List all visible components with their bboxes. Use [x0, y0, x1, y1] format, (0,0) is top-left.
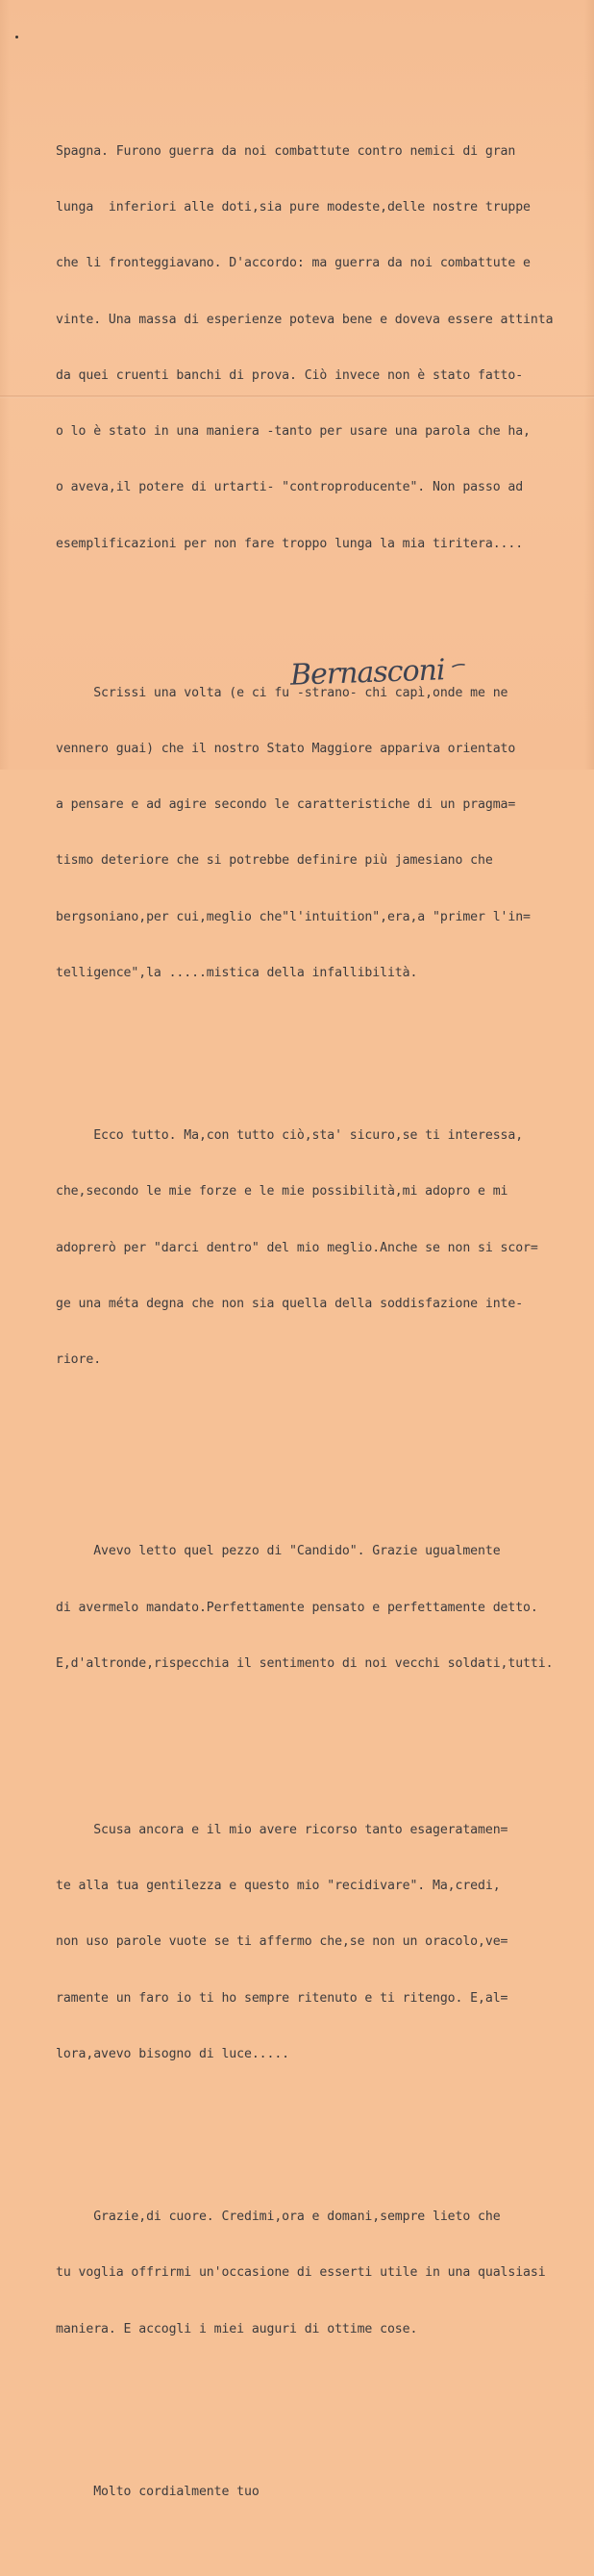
text-line: o lo è stato in una maniera -tanto per usare una parola che ha, — [56, 424, 531, 440]
text-line: riore. — [56, 1352, 102, 1368]
text-line: lora,avevo bisogno di luce..... — [56, 2046, 290, 2061]
paragraph-2 — [56, 646, 594, 1020]
text-line: Spagna. Furono guerra da noi combattute contro nemici di gran — [56, 144, 516, 160]
paragraph-4 — [56, 1504, 594, 1709]
closing-line: Molto cordialmente tuo — [56, 2484, 260, 2499]
text-line: di avermelo mandato.Perfettamente pensato e perfettamente detto. — [56, 1600, 538, 1615]
text-line: tismo deteriore che si potrebbe definire più jamesiano che — [56, 853, 493, 869]
text-line: a pensare e ad agire secondo le caratteristiche di un pragma= — [56, 797, 516, 813]
paragraph-1 — [56, 105, 594, 591]
text-line: tu voglia offrirmi un'occasione di esserti utile in una qualsiasi — [56, 2265, 546, 2281]
text-line: non uso parole vuote se ti affermo che,se non un oracolo,ve= — [56, 1934, 508, 1950]
text-line: telligence",la .....mistica della infallibilità. — [56, 965, 418, 980]
text-line: vennero guai) che il nostro Stato Maggiore appariva orientato — [56, 742, 516, 757]
signature-flourish-icon — [452, 663, 465, 669]
paragraph-3 — [56, 1089, 594, 1406]
text-line: da quei cruenti banchi di prova. Ciò invece non è stato fatto- — [56, 367, 524, 383]
typewritten-letter-body — [56, 49, 594, 2576]
text-line: E,d'altronde,rispecchia il sentimento di noi vecchi soldati,tutti. — [56, 1655, 554, 1671]
text-line: Scrissi una volta (e ci fu -strano- chi capì,onde me ne — [56, 685, 508, 700]
text-line: Ecco tutto. Ma,con tutto ciò,sta' sicuro,se ti interessa, — [56, 1128, 524, 1144]
text-line: esemplificazioni per non fare troppo lunga la mia tiritera.... — [56, 536, 524, 551]
text-line: vinte. Una massa di esperienze poteva bene e doveva essere attinta — [56, 312, 554, 327]
text-line: che,secondo le mie forze e le mie possibilità,mi adopro e mi — [56, 1184, 508, 1200]
text-line: ge una méta degna che non sia quella della soddisfazione inte- — [56, 1296, 524, 1311]
text-line: adoprerò per "darci dentro" del mio meglio.Anche se non si scor= — [56, 1240, 538, 1255]
paragraph-6 — [56, 2170, 594, 2375]
text-line: che li fronteggiavano. D'accordo: ma guerra da noi combattute e — [56, 256, 531, 271]
text-line: Grazie,di cuore. Credimi,ora e domani,sempre lieto che — [56, 2210, 501, 2225]
handwritten-signature: Bernasconi — [289, 653, 446, 693]
text-line: lunga inferiori alle doti,sia pure modeste,delle nostre truppe — [56, 200, 531, 215]
closing-salutation — [56, 2445, 594, 2538]
ink-dot-mark — [15, 36, 18, 38]
text-line: bergsoniano,per cui,meglio che"l'intuition",era,a "primer l'in= — [56, 909, 531, 924]
text-line: maniera. E accogli i miei auguri di ottime cose. — [56, 2321, 418, 2336]
text-line: te alla tua gentilezza e questo mio "recidivare". Ma,credi, — [56, 1879, 501, 1894]
text-line: ramente un faro io ti ho sempre ritenuto e ti ritengo. E,al= — [56, 1990, 508, 2006]
text-line: o aveva,il potere di urtarti- "controproducente". Non passo ad — [56, 480, 524, 495]
paragraph-5 — [56, 1783, 594, 2101]
text-line: Avevo letto quel pezzo di "Candido". Grazie ugualmente — [56, 1544, 501, 1559]
text-line: Scusa ancora e il mio avere ricorso tanto esageratamen= — [56, 1822, 508, 1837]
